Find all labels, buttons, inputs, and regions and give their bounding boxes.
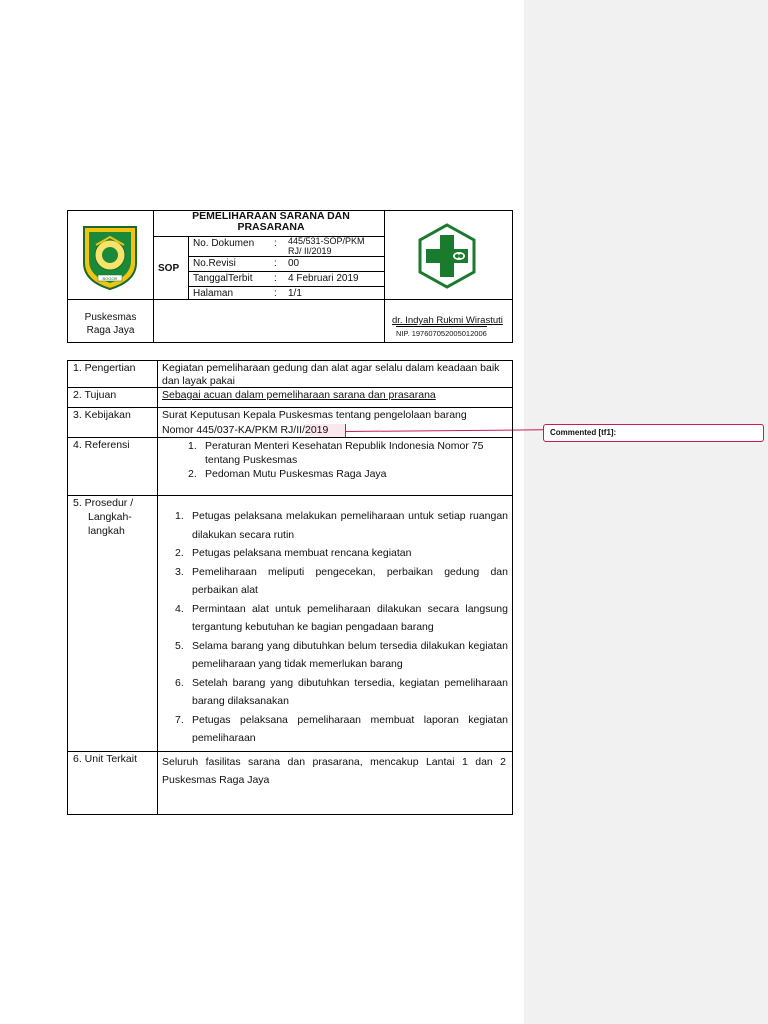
field-label-tanggal-terbit: TanggalTerbit <box>193 273 253 284</box>
content-tujuan: Sebagai acuan dalam pemeliharaan sarana dan prasarana <box>162 389 436 401</box>
field-label-no-revisi: No.Revisi <box>193 258 236 269</box>
field-value-halaman: 1/1 <box>288 288 302 299</box>
content-unit-terkait: Seluruh fasilitas sarana dan prasarana, mencakup Lantai 1 dan 2 Puskesmas Raga Jaya <box>162 756 506 786</box>
list-item: 2. Petugas pelaksana membuat rencana kegiatan <box>175 547 412 559</box>
label-unit-terkait: 6. Unit Terkait <box>73 753 137 765</box>
field-sep: : <box>274 288 277 299</box>
field-sep: : <box>274 238 277 249</box>
org-name-line1: Puskesmas <box>84 312 137 323</box>
label-pengertian: 1. Pengertian <box>73 362 136 374</box>
list-item: 6. Setelah barang yang dibutuhkan tersedia, kegiatan pemeliharaan barang dilaksanakan <box>175 676 508 707</box>
list-item: 2. Pedoman Mutu Puskesmas Raga Jaya <box>188 468 387 480</box>
puskesmas-logo-icon <box>416 223 478 289</box>
document-title: PEMELIHARAAN SARANA DAN PRASARANA <box>192 210 350 233</box>
comment-label: Commented [tf1]: <box>550 428 617 437</box>
label-prosedur-line2: Langkah- <box>88 511 132 523</box>
content-kebijakan-line2: Nomor 445/037-KA/PKM RJ/II/2019 <box>162 424 329 436</box>
comments-pane <box>524 0 768 1024</box>
signer-name: dr. Indyah Rukmi Wirastuti <box>392 315 503 326</box>
field-value-no-dokumen: 445/531-SOP/PKM RJ/ II/2019 <box>288 236 365 256</box>
regency-logo-icon <box>78 223 142 291</box>
content-pengertian: Kegiatan pemeliharaan gedung dan alat agar selalu dalam keadaan baik dan layak pakai <box>162 362 500 387</box>
list-item: 5. Selama barang yang dibutuhkan belum tersedia dilakukan kegiatan pemeliharaan yang tidak memerlukan barang <box>175 639 508 670</box>
content-kebijakan-line1: Surat Keputusan Kepala Puskesmas tentang pengelolaan barang <box>162 409 467 421</box>
list-item: 4. Permintaan alat untuk pemeliharaan dilakukan secara langsung tergantung kebutuhan ke bagian pengadaan barang <box>175 602 508 633</box>
field-value-tanggal-terbit: 4 Februari 2019 <box>288 273 359 284</box>
field-label-halaman: Halaman <box>193 288 234 299</box>
commented-text-highlight[interactable]: 2019 <box>304 424 329 436</box>
org-name-line2: Raga Jaya <box>86 325 135 336</box>
list-item: 1. Petugas pelaksana melakukan pemeliharaan untuk setiap ruangan dilakukan secara rutin <box>175 510 508 541</box>
field-value-no-revisi: 00 <box>288 258 300 269</box>
label-prosedur-line3: langkah <box>88 525 125 537</box>
list-item: 3. Pemeliharaan meliputi pengecekan, perbaikan gedung dan perbaikan alat <box>175 565 508 596</box>
field-sep: : <box>274 273 277 284</box>
label-referensi: 4. Referensi <box>73 439 130 451</box>
sop-content-table <box>67 360 513 815</box>
sop-label: SOP <box>158 263 180 274</box>
comment-balloon[interactable] <box>543 424 764 442</box>
list-item: 1. Peraturan Menteri Kesehatan Republik Indonesia Nomor 75 tentang Puskesmas <box>188 440 484 466</box>
field-sep: : <box>274 258 277 269</box>
list-item: 7. Petugas pelaksana pemeliharaan membuat laporan kegiatan pemeliharaan <box>175 713 508 744</box>
field-label-no-dokumen: No. Dokumen <box>193 238 255 249</box>
label-prosedur-line1: 5. Prosedur / <box>73 497 134 509</box>
svg-text:BOGOR: BOGOR <box>102 276 118 281</box>
sop-header-table <box>67 210 513 343</box>
label-tujuan: 2. Tujuan <box>73 389 117 401</box>
label-kebijakan: 3. Kebijakan <box>73 409 131 421</box>
prosedur-steps <box>168 507 508 748</box>
signer-nip: NIP. 197607052005012006 <box>396 326 487 339</box>
referensi-list <box>188 439 508 481</box>
